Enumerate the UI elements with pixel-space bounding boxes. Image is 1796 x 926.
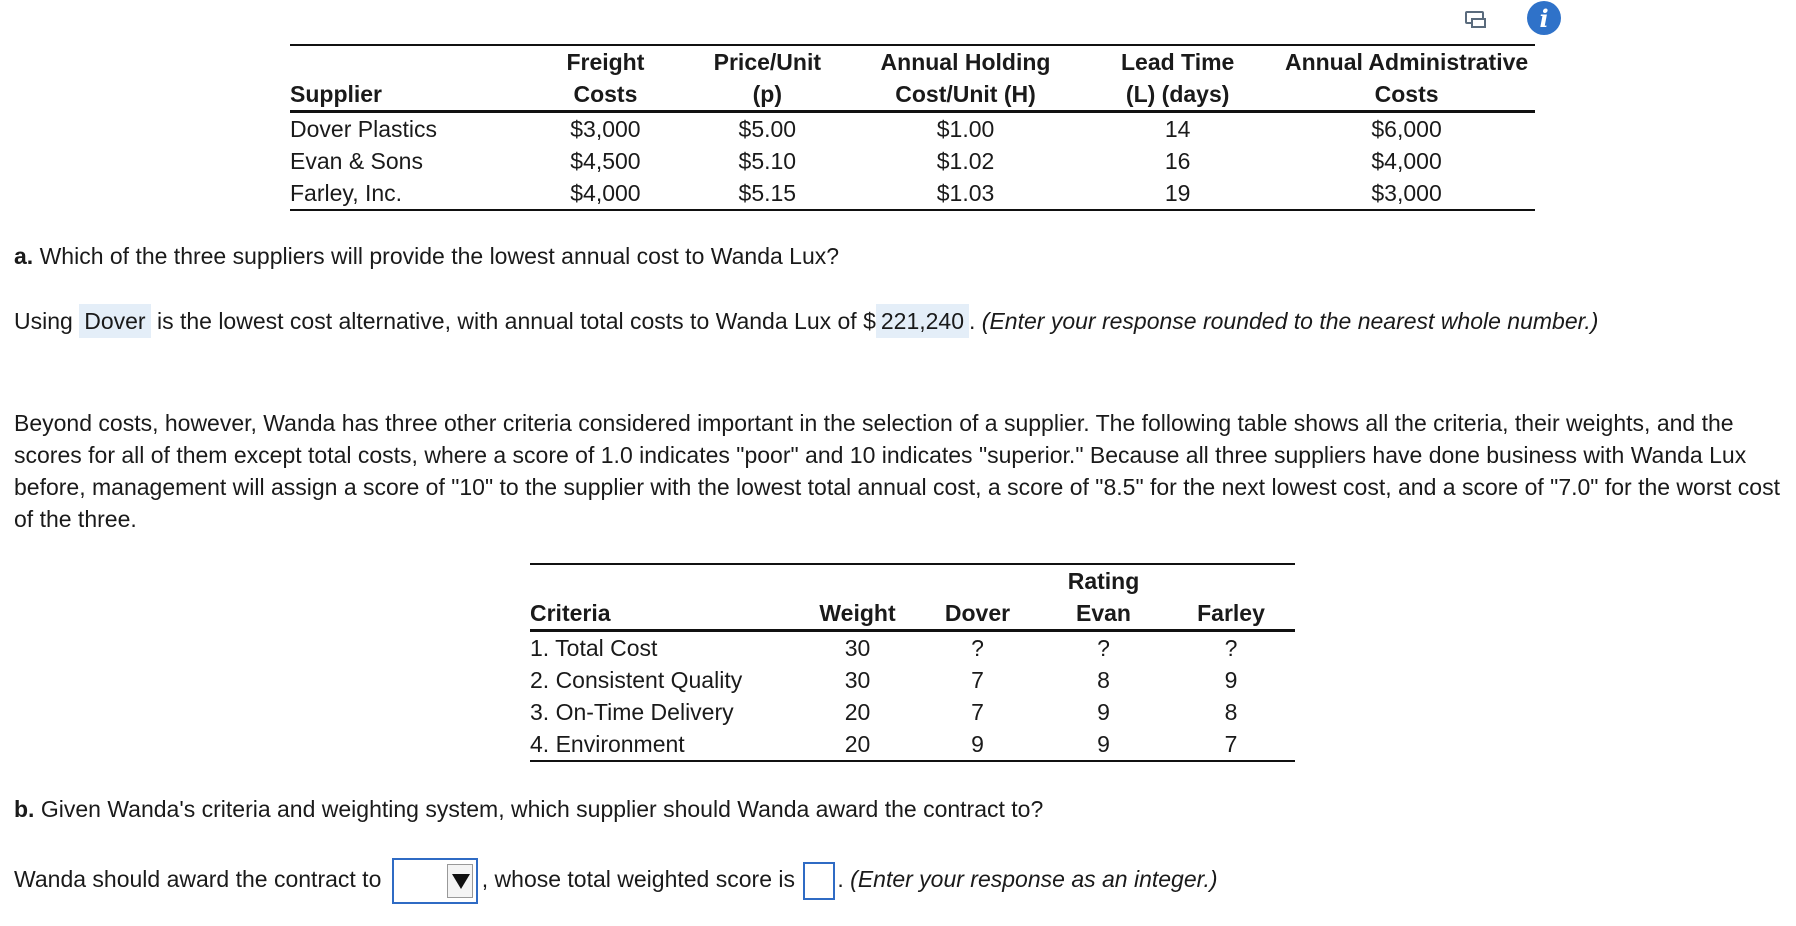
dropdown-arrow-icon[interactable]	[447, 864, 473, 898]
header-freight-2: Costs	[530, 78, 681, 112]
answer-b-dot: .	[837, 866, 844, 893]
header-row-1	[530, 564, 1295, 597]
table-row	[290, 177, 1535, 210]
table-row	[290, 145, 1535, 177]
cell: 16	[1164, 148, 1191, 174]
table-row	[530, 696, 1295, 728]
header-row-2	[530, 597, 1295, 631]
header-lead-time: Lead Time	[1077, 45, 1278, 78]
cell: Dover Plastics	[290, 116, 437, 142]
header-evan: Evan	[1040, 597, 1167, 631]
cell: 2. Consistent Quality	[530, 667, 743, 693]
table-row	[530, 664, 1295, 696]
cell: 14	[1164, 116, 1191, 142]
cost-answer-field[interactable]: 221,240	[876, 304, 969, 338]
header-criteria: Criteria	[530, 597, 800, 631]
answer-b-middle: , whose total weighted score is	[481, 866, 795, 893]
cell: 8	[1224, 699, 1238, 725]
supplier-select[interactable]	[392, 858, 478, 904]
table-row	[530, 631, 1295, 665]
header-price: Price/Unit	[681, 45, 854, 78]
answer-a-hint: (Enter your response rounded to the nearest whole number.)	[981, 308, 1599, 334]
question-b-text: Given Wanda's criteria and weighting system, which supplier should Wanda award the contract to?	[40, 796, 1044, 822]
header-row-2	[290, 78, 1535, 112]
cell: ?	[1224, 635, 1238, 661]
cell: 30	[844, 635, 871, 661]
cell: $3,000	[1278, 177, 1535, 210]
cell: 9	[1040, 728, 1167, 761]
cell: 8	[1097, 667, 1110, 693]
header-farley: Farley	[1167, 597, 1295, 631]
criteria-table	[530, 563, 1295, 762]
header-admin-2: Costs	[1278, 78, 1535, 112]
info-icon[interactable]	[1526, 0, 1562, 36]
table-row	[530, 728, 1295, 761]
cell: $4,500	[570, 148, 641, 174]
cell: ?	[1097, 635, 1110, 661]
answer-b	[14, 858, 1784, 904]
cell: Evan & Sons	[290, 148, 423, 174]
cell: 9	[915, 728, 1040, 761]
question-a-text: Which of the three suppliers will provide the lowest annual cost to Wanda Lux?	[39, 243, 840, 269]
header-lead-time-2: (L) (days)	[1077, 78, 1278, 112]
cell: $1.03	[854, 177, 1077, 210]
header-supplier-top	[290, 45, 530, 78]
cell: $4,000	[530, 177, 681, 210]
header-price-2: (p)	[681, 78, 854, 112]
cell: 20	[800, 728, 915, 761]
cell: ?	[971, 635, 984, 661]
cell: 4. Environment	[530, 728, 800, 761]
header-freight: Freight	[530, 45, 681, 78]
print-icon[interactable]	[1463, 6, 1489, 32]
answer-a-middle: is the lowest cost alternative, with annual total costs to Wanda Lux of $	[156, 308, 876, 334]
cell: Farley, Inc.	[290, 177, 530, 210]
table-row	[290, 112, 1535, 146]
question-b	[14, 793, 1784, 825]
question-a	[14, 240, 1784, 272]
cell: $6,000	[1371, 116, 1442, 142]
supplier-answer-field[interactable]: Dover	[79, 304, 150, 338]
cell: 30	[844, 667, 871, 693]
cell: 7	[1167, 728, 1295, 761]
header-weight: Weight	[800, 597, 915, 631]
cell: 7	[971, 667, 984, 693]
header-admin: Annual Administrative	[1278, 45, 1535, 78]
weighted-score-input[interactable]	[803, 862, 835, 900]
cell: $5.00	[738, 116, 797, 142]
supplier-table	[290, 44, 1535, 211]
answer-b-hint: (Enter your response as an integer.)	[850, 866, 1218, 893]
header-row-1	[290, 45, 1535, 78]
cell: 3. On-Time Delivery	[530, 699, 734, 725]
header-dover: Dover	[915, 597, 1040, 631]
cell: 1. Total Cost	[530, 635, 658, 661]
criteria-description: Beyond costs, however, Wanda has three other criteria considered important in the selection of a supplier. The following table shows all the criteria, their weights, and the scores for all of them except total costs, where a score of 1.0 indicates "poor" and 10 indicates "superior." Because all three suppliers have done business with Wanda Lux before, management will assign a score of "10" to the supplier with the lowest total annual cost, a score of "8.5" for the next lowest cost, and a score of "7.0" for the worst cost of the three.	[14, 410, 1780, 532]
cell: $4,000	[1371, 148, 1442, 174]
answer-a-dot: .	[969, 308, 976, 334]
header-holding: Annual Holding	[854, 45, 1077, 78]
svg-text:i: i	[1539, 4, 1549, 33]
question-a-label: a.	[14, 243, 34, 269]
cell: $5.10	[738, 148, 797, 174]
header-supplier: Supplier	[290, 78, 530, 112]
cell: 19	[1077, 177, 1278, 210]
rating-group-header: Rating	[1040, 564, 1167, 597]
cell: 9	[1097, 699, 1110, 725]
cell: 20	[844, 699, 871, 725]
answer-a-prefix: Using	[14, 308, 73, 334]
cell: $3,000	[570, 116, 641, 142]
cell: 9	[1224, 667, 1238, 693]
cell: $1.00	[936, 116, 995, 142]
answer-a	[14, 305, 1784, 337]
answer-b-prefix: Wanda should award the contract to	[14, 866, 382, 893]
cell: 7	[971, 699, 984, 725]
cell: $5.15	[681, 177, 854, 210]
header-holding-2: Cost/Unit (H)	[854, 78, 1077, 112]
cell: $1.02	[936, 148, 995, 174]
question-b-label: b.	[14, 796, 35, 822]
